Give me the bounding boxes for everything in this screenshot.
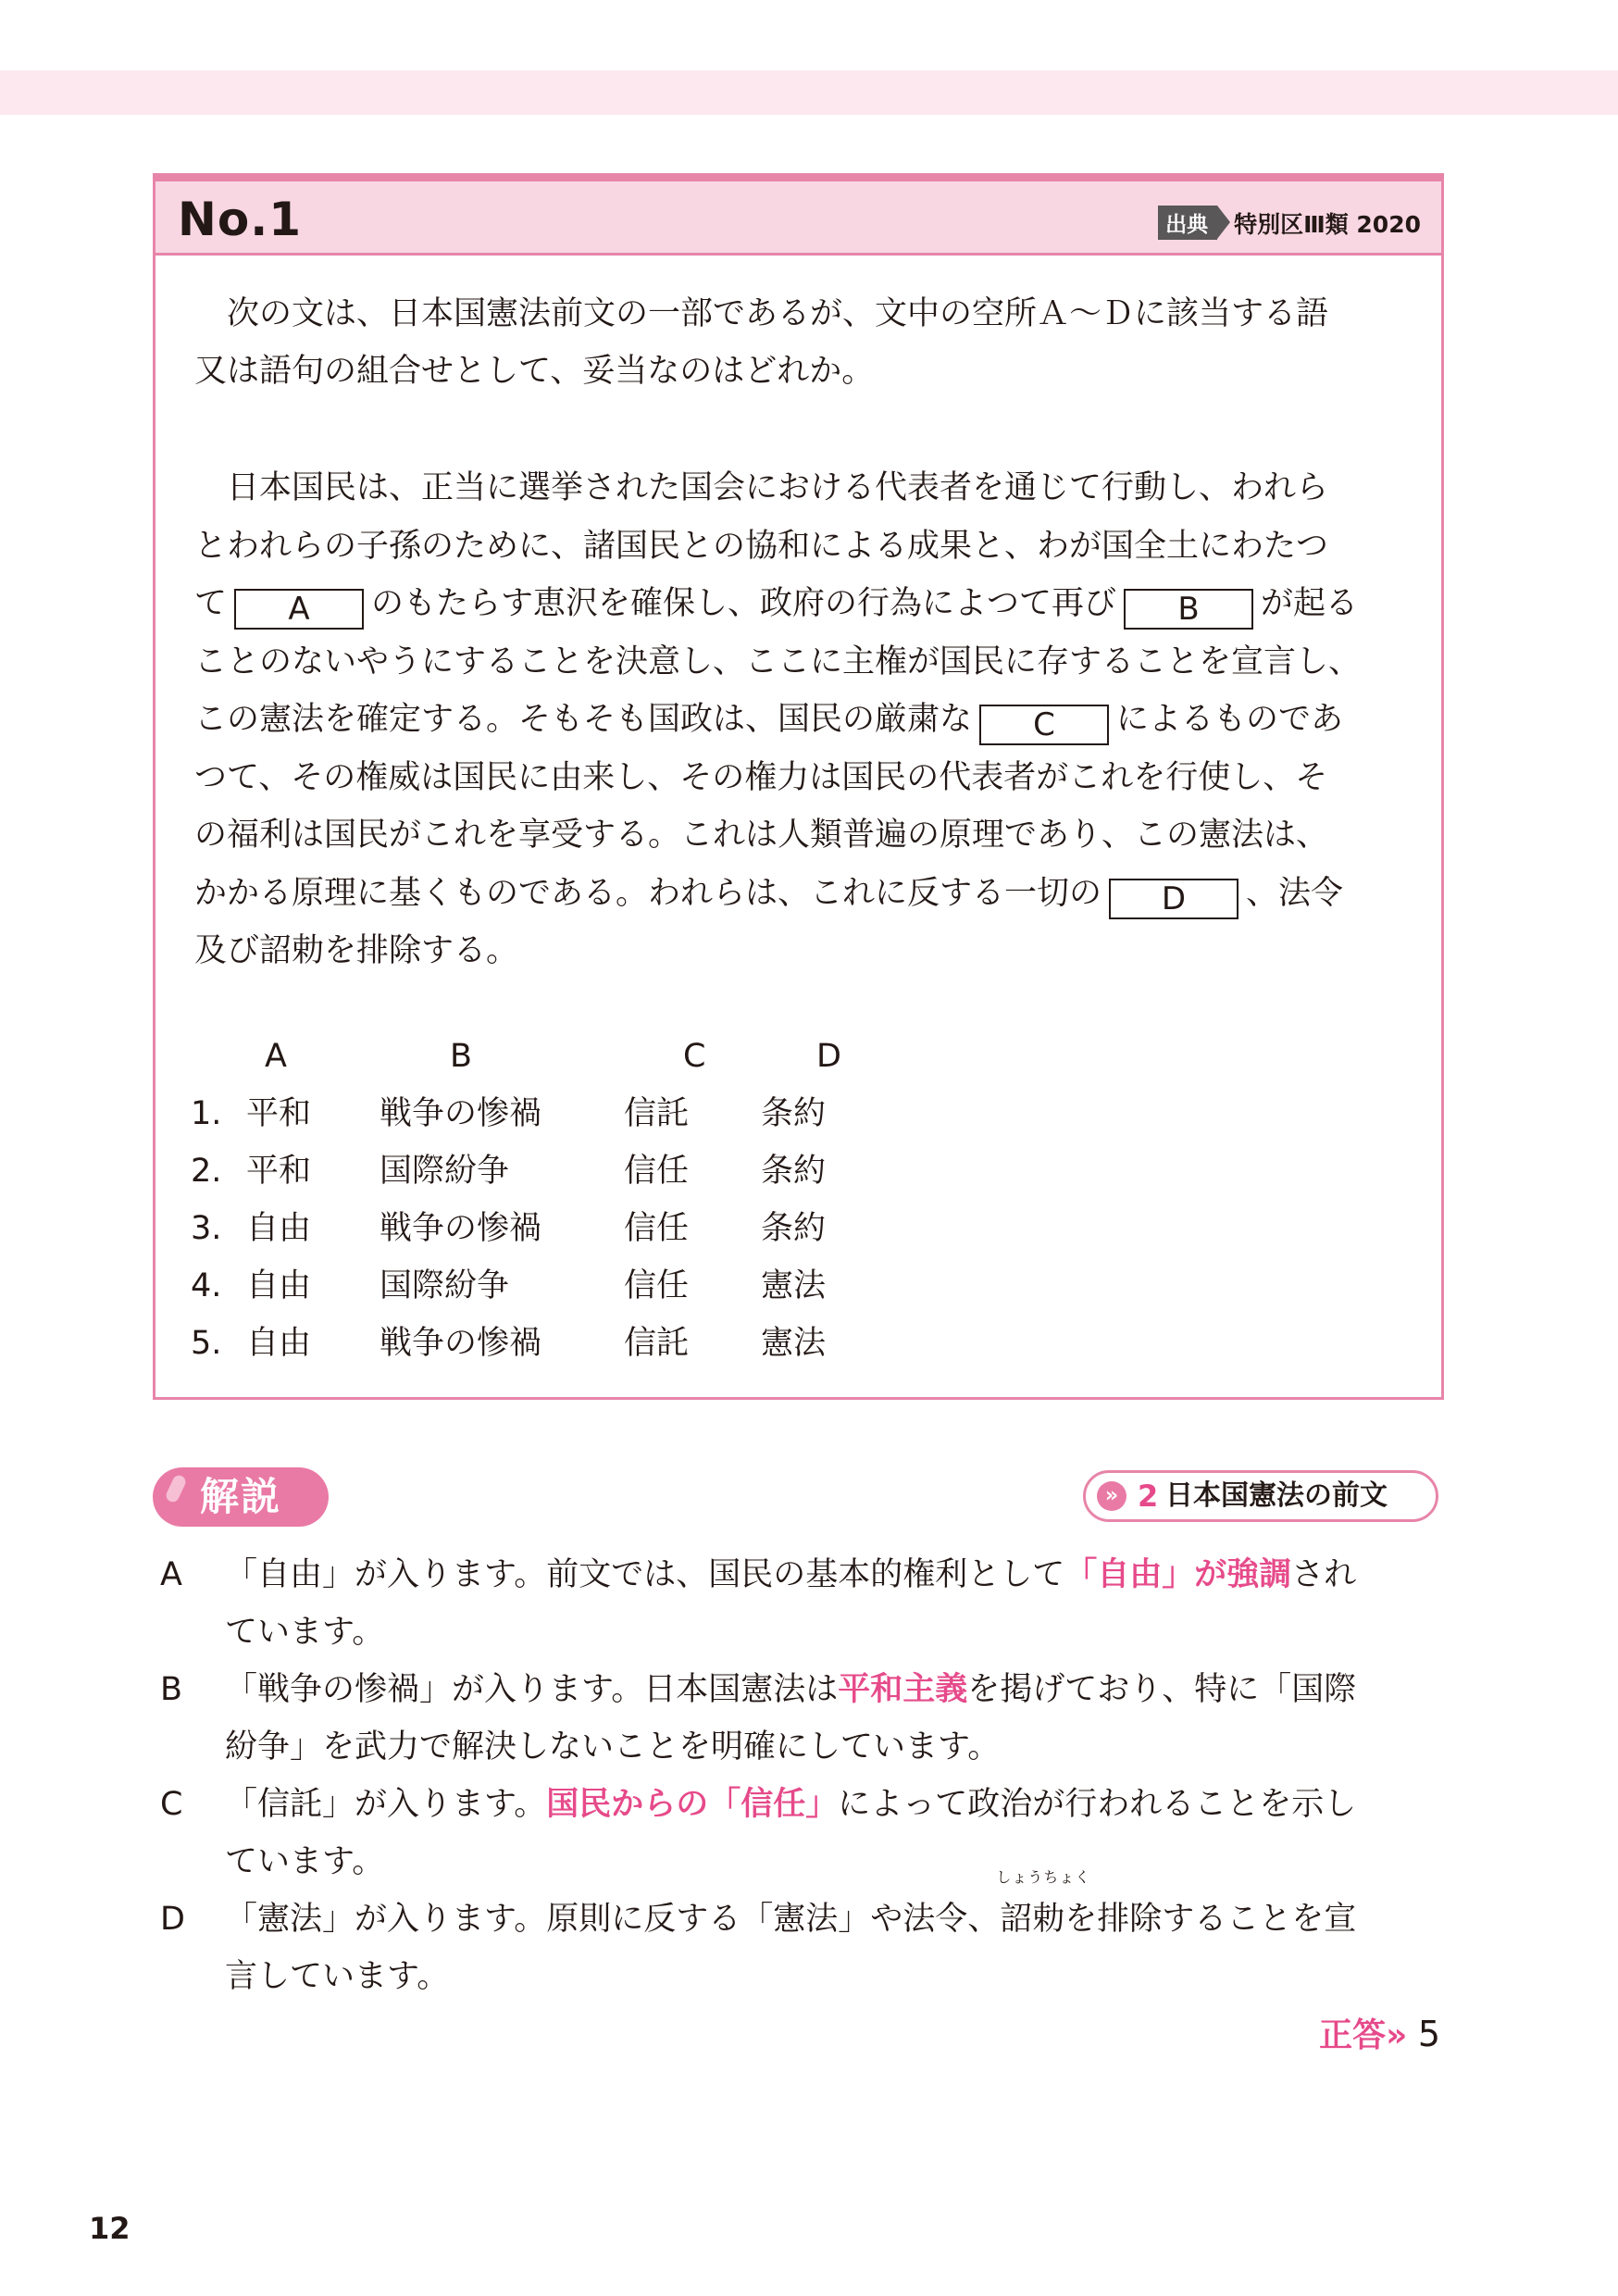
item-label: D — [160, 1901, 185, 1938]
source-text: 特別区Ⅲ類 2020 — [1234, 210, 1421, 238]
answer-label: 正答 — [1319, 2016, 1387, 2054]
source-label: 出典 — [1158, 206, 1217, 240]
explanation-item-b: B 「戦争の惨禍」が入ります。日本国憲法は平和主義を掲げており、特に「国際 紛争」を武力で解決しないことを明確にしています。 — [153, 1661, 1447, 1776]
explanation-item-d: D 「憲法」が入ります。原則に反する「憲法」や法令、 しょうちょく 詔勅を排除することを宣 言しています。 — [160, 1868, 1357, 1995]
highlight: 「自由」が強調 — [1064, 1556, 1292, 1593]
col-header-a: A — [265, 1038, 287, 1075]
question-stem — [194, 285, 1425, 400]
section-reference[interactable] — [1083, 1470, 1438, 1522]
passage-line: 日本国民は、正当に選挙された国会における代表者を通じて行動し、われら — [227, 469, 1329, 506]
passage-line: て A のもたらす恵沢を確保し、政府の行為によつて再び B が起る — [194, 585, 1359, 628]
passage-line: ことのないやうにすることを決意し、ここに主権が国民に存することを宣言し、 — [194, 643, 1362, 680]
page-number: 12 — [89, 2211, 131, 2246]
question-box: No.1 出典 特別区Ⅲ類 2020 次の文は、日本国憲法前文の一部であるが、文中の空所Ａ～Ｄに該当する語 又は語句の組合せとして、妥当なのはどれか。 日本国民は、正当に選挙された国会における代表者を通じて行動し、われら とわれらの子孫のために、諸国民との協和による成果と、わが国全土にわたつ て A のもたらす恵沢を確保し、政府の行為によつて再び B が起る ことのないやうにすることを決意し、ここに主権が国民に存することを宣言し、 この憲法を確定する。そもそも国政は、国民の厳粛な C によるものであ つて、その権威は国民に由来し、その権力は国民の代表者がこれを行使し、そ の福利は国民がこれを享受する。これは人類普遍の原理であり、この憲法は、 かかる原理に基くものである。われらは、これに反する一切の D 、法令 及び詔勅を排除する。 A B C D 1. 平和 戦争の惨禍 信託 条約 2. 平和 国際紛争 信任 条約 3. 自由 戦争の惨禍 信任 条約 4. 自由 国際紛争 信任 憲法 5. 自由 戦争の惨禍 信託 憲法 — [153, 173, 1444, 1400]
passage-line: の福利は国民がこれを享受する。これは人類普遍の原理であり、この憲法は、 — [194, 817, 1329, 854]
double-chevron-icon: » — [1097, 1481, 1126, 1511]
double-chevron-icon: » — [1386, 2016, 1408, 2054]
blank-c: C — [979, 705, 1109, 745]
stem-line: 次の文は、日本国憲法前文の一部であるが、文中の空所Ａ～Ｄに該当する語 — [227, 295, 1329, 332]
ruby-word: しょうちょく 詔勅 — [996, 1868, 1091, 1938]
item-label: C — [160, 1786, 183, 1823]
highlight: 平和主義 — [838, 1671, 968, 1708]
passage-line: 及び詔勅を排除する。 — [194, 932, 519, 969]
question-source — [1158, 206, 1421, 240]
ruby-reading: しょうちょく — [996, 1868, 1091, 1886]
answer-value: 5 — [1417, 2014, 1440, 2054]
explanation-body — [153, 1546, 1447, 2005]
explanation-item-a: A 「自由」が入ります。前文では、国民の基本的権利として「自由」が強調され ています。 — [153, 1546, 1447, 1661]
blank-d: D — [1109, 879, 1238, 919]
col-header-b: B — [450, 1038, 473, 1075]
explanation-title: 解説 — [153, 1467, 329, 1527]
blank-a: A — [234, 589, 364, 630]
stem-line: 又は語句の組合せとして、妥当なのはどれか。 — [194, 353, 875, 390]
passage-line: かかる原理に基くものである。われらは、これに反する一切の D 、法令 — [194, 874, 1344, 917]
explanation-item-c: C 「信託」が入ります。国民からの「信任」によって政治が行われることを示し ています。 — [153, 1776, 1447, 1890]
item-label: B — [160, 1671, 183, 1708]
constitution-passage — [194, 459, 1425, 980]
correct-answer — [1319, 2011, 1440, 2059]
question-header — [156, 176, 1441, 256]
passage-line: この憲法を確定する。そもそも国政は、国民の厳粛な C によるものであ — [194, 701, 1344, 743]
reference-title: 日本国憲法の前文 — [1165, 1479, 1388, 1512]
col-header-d: D — [816, 1038, 841, 1075]
item-label: A — [160, 1556, 182, 1593]
blank-b: B — [1124, 589, 1253, 630]
top-color-band — [0, 70, 1618, 115]
highlight: 国民からの「信任」 — [546, 1786, 839, 1823]
passage-line: とわれらの子孫のために、諸国民との協和による成果と、わが国全土にわたつ — [194, 527, 1329, 565]
col-header-c: C — [683, 1038, 706, 1075]
reference-number: 2 — [1138, 1479, 1159, 1514]
passage-line: つて、その権威は国民に由来し、その権力は国民の代表者がこれを行使し、そ — [194, 758, 1328, 796]
question-number: No.1 — [178, 193, 302, 246]
